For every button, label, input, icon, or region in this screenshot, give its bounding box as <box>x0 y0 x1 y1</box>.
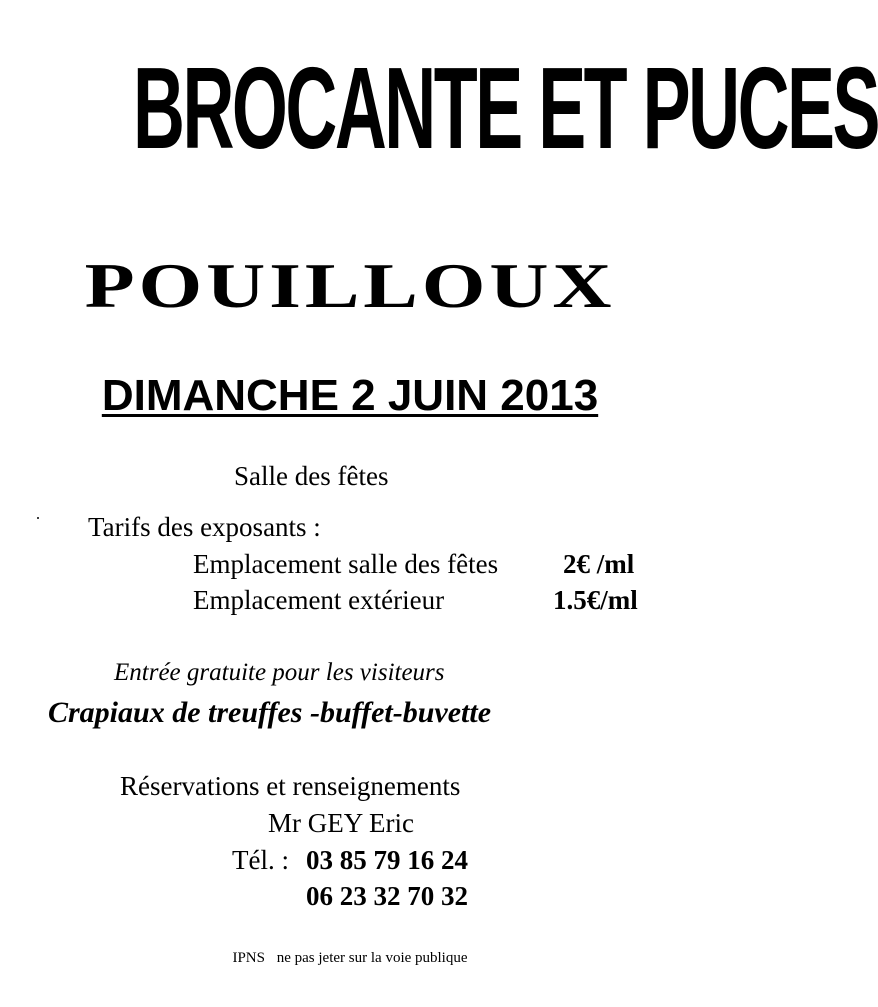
scan-speck <box>37 517 39 519</box>
tarif-row-label: Emplacement salle des fêtes <box>193 549 499 579</box>
event-date <box>0 368 700 424</box>
footer-text: ne pas jeter sur la voie publique <box>276 950 468 966</box>
town-name: POUILLOUX <box>84 250 616 321</box>
free-entry-note: Entrée gratuite pour les visiteurs <box>114 659 445 686</box>
event-date-text: DIMANCHE 2 JUIN 2013 <box>101 371 599 420</box>
food-note: Crapiaux de treuffes -buffet-buvette <box>48 696 492 729</box>
tarif-row-price: 1.5€/ml <box>553 585 638 615</box>
venue: Salle des fêtes <box>234 461 389 491</box>
phone-number: 06 23 32 70 32 <box>306 881 468 911</box>
phone-label: Tél. : <box>232 845 289 875</box>
reservations-heading: Réservations et renseignements <box>120 771 461 801</box>
tarif-row-price: 2€ /ml <box>563 549 635 579</box>
tarif-row-label: Emplacement extérieur <box>193 585 445 615</box>
phone-number: 03 85 79 16 24 <box>306 845 468 875</box>
footer-notice <box>0 948 700 968</box>
contact-name: Mr GEY Eric <box>268 808 414 838</box>
ipns-label: IPNS <box>232 950 265 966</box>
tarifs-heading: Tarifs des exposants : <box>88 512 321 542</box>
poster-title: BROCANTE ET PUCES <box>133 43 878 173</box>
